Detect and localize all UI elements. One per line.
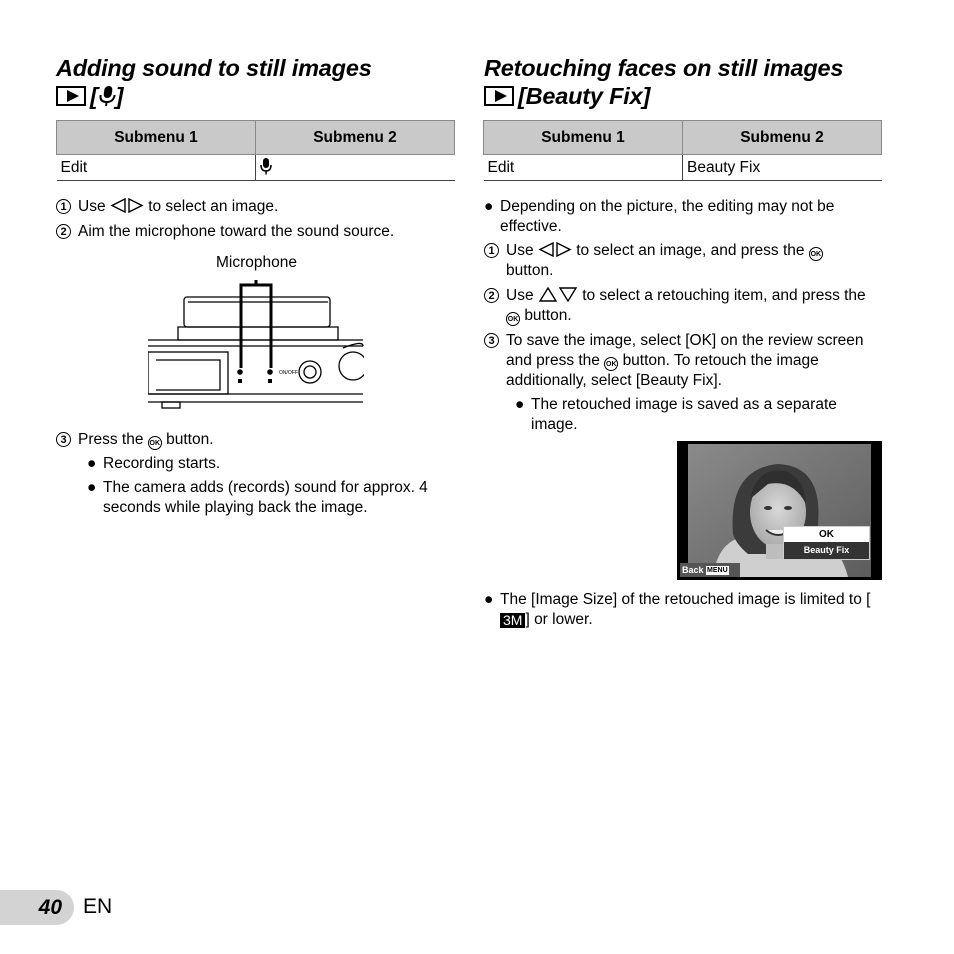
table-cell-mic xyxy=(256,155,455,181)
right-title-text: Retouching faces on still images xyxy=(484,55,844,81)
page-number-tab xyxy=(0,890,74,925)
step-text xyxy=(506,331,874,391)
ok-button-icon: OK xyxy=(148,436,162,450)
list-item xyxy=(87,454,456,474)
table-header: Submenu 1 xyxy=(484,121,683,155)
left-right-arrows-icon xyxy=(538,242,572,257)
left-title-text: Adding sound to still images xyxy=(56,55,372,81)
right-title-sub: [Beauty Fix] xyxy=(518,83,651,109)
up-down-arrows-icon xyxy=(538,287,578,302)
list-item xyxy=(484,197,874,237)
ok-button-icon: OK xyxy=(809,247,823,261)
bullet-text: The camera adds (records) sound for approx. 4 seconds while playing back the image. xyxy=(103,479,428,516)
right-bottom-note xyxy=(484,590,884,630)
step-text-pre: To save the image, select [OK] on the review screen and press the xyxy=(506,332,864,369)
step-text-pre: Press the xyxy=(78,431,144,448)
menu-key-icon: MENU xyxy=(707,567,728,574)
bullet: ● xyxy=(484,591,494,608)
step-number: 3 xyxy=(56,432,71,447)
step-number: 2 xyxy=(56,224,71,239)
left-steps xyxy=(56,197,456,242)
list-item xyxy=(56,430,456,450)
step-text-pre: Use xyxy=(78,198,106,215)
step-text xyxy=(78,197,278,217)
step-text: Aim the microphone toward the sound source. xyxy=(78,223,395,240)
list-item xyxy=(484,590,884,630)
step-text-post: to select an image. xyxy=(148,198,279,215)
table-cell: Beauty Fix xyxy=(683,155,882,181)
right-submenu-table xyxy=(483,120,882,181)
playback-icon xyxy=(56,86,86,106)
page-number: 40 xyxy=(38,896,62,919)
list-item xyxy=(484,286,874,326)
left-right-arrows-icon xyxy=(110,198,144,213)
bullet: ● xyxy=(87,455,97,472)
step-text-pre: Use xyxy=(506,287,534,304)
step-text-pre: Use xyxy=(506,242,534,259)
step-number: 1 xyxy=(56,199,71,214)
right-section xyxy=(484,54,894,110)
menu-beauty-fix-item[interactable]: Beauty Fix xyxy=(803,545,850,555)
left-title xyxy=(56,54,456,113)
right-steps xyxy=(484,197,874,435)
bullet: ● xyxy=(87,479,97,496)
step-number: 1 xyxy=(484,243,499,258)
bracket-close: ] xyxy=(115,83,124,109)
microphone-icon xyxy=(98,85,116,113)
microphone-label: Microphone xyxy=(216,254,297,271)
bullet-text: The retouched image is saved as a separate image. xyxy=(531,396,837,433)
left-step3 xyxy=(56,430,456,518)
playback-icon xyxy=(484,86,514,106)
table-header: Submenu 2 xyxy=(256,121,455,155)
camera-top-illustration xyxy=(148,280,364,418)
step-text-post: button. xyxy=(524,307,572,324)
step-text xyxy=(506,241,874,281)
step-text-post: button. To retouch the image additionally, select [Beauty Fix]. xyxy=(506,352,819,389)
step-number: 2 xyxy=(484,288,499,303)
step-number: 3 xyxy=(484,333,499,348)
image-size-3m-icon: 3M xyxy=(500,613,525,628)
table-cell: Edit xyxy=(484,155,683,181)
microphone-icon xyxy=(260,158,272,175)
step-text-post: button. xyxy=(166,431,214,448)
bracket-open: [ xyxy=(90,83,98,109)
list-item xyxy=(87,478,456,518)
bullet-text-post: ] or lower. xyxy=(525,611,593,628)
table-header: Submenu 1 xyxy=(57,121,256,155)
ok-button-icon: OK xyxy=(506,312,520,326)
camera-diagram xyxy=(148,252,364,418)
back-label: Back xyxy=(682,565,704,575)
step-text xyxy=(78,430,214,450)
list-item xyxy=(56,197,456,217)
list-item xyxy=(484,241,874,281)
menu-ok-item[interactable]: OK xyxy=(784,527,869,542)
bullet-text: Recording starts. xyxy=(103,455,221,472)
left-section xyxy=(56,54,456,113)
list-item xyxy=(56,222,456,242)
list-item xyxy=(484,331,874,391)
table-header: Submenu 2 xyxy=(683,121,882,155)
bullet: ● xyxy=(484,198,494,215)
left-submenu-table xyxy=(56,120,455,181)
list-item xyxy=(484,395,874,435)
lcd-screen xyxy=(677,441,882,580)
bullet: ● xyxy=(515,396,525,413)
ok-button-icon: OK xyxy=(604,357,618,371)
step-text-post: button. xyxy=(506,262,554,279)
table-cell: Edit xyxy=(57,155,256,181)
step-text xyxy=(506,286,874,326)
onoff-text: ON/OFF xyxy=(279,370,298,376)
step-text-mid: to select a retouching item, and press the xyxy=(582,287,866,304)
beauty-menu xyxy=(783,526,870,560)
back-button[interactable] xyxy=(680,563,740,577)
right-title xyxy=(484,54,894,110)
bullet-text-pre: The [Image Size] of the retouched image is limited to [ xyxy=(500,591,871,608)
language-label: EN xyxy=(83,895,113,918)
step-text-mid: to select an image, and press the xyxy=(576,242,805,259)
bullet-text xyxy=(500,590,884,630)
bullet-text: Depending on the picture, the editing may not be effective. xyxy=(500,198,835,235)
